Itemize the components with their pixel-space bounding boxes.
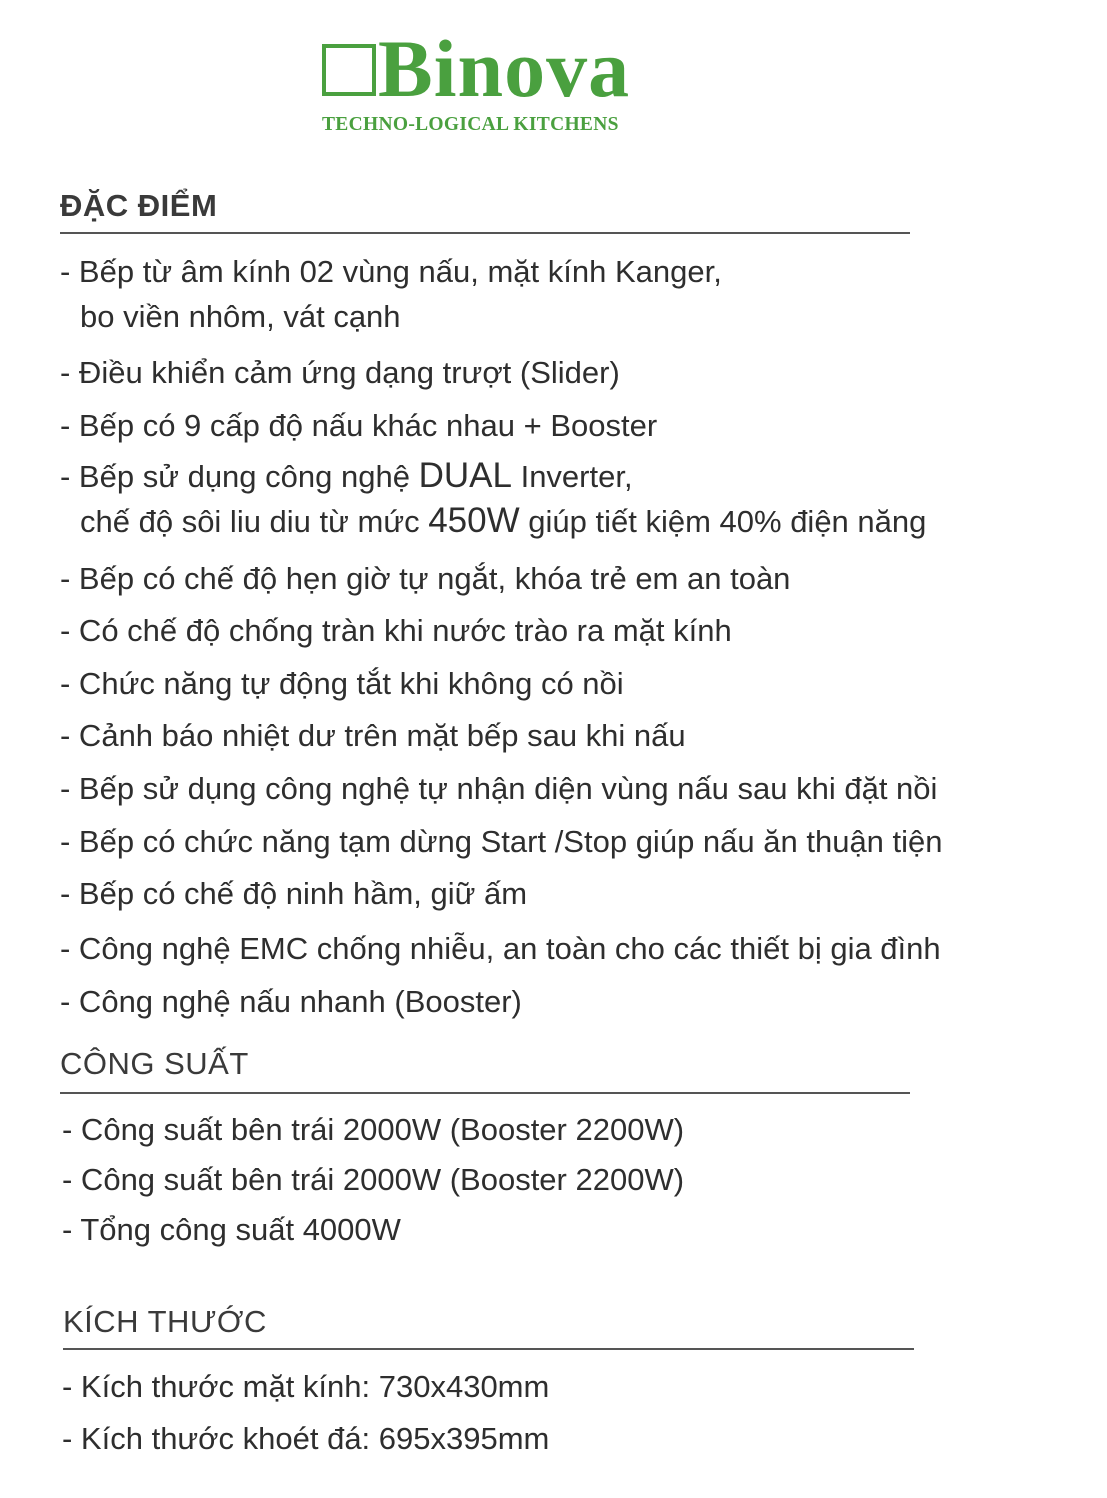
feature-line bbox=[60, 876, 527, 912]
feature-text: - Bếp sử dụng công nghệ bbox=[60, 459, 410, 494]
power-line: - Công suất bên trái 2000W (Booster 2200W) bbox=[62, 1112, 685, 1147]
feature-line: - Bếp từ âm kính 02 vùng nấu, mặt kính Kanger, bbox=[60, 254, 722, 289]
feature-line: - Bếp có chức năng tạm dừng Start /Stop giúp nấu ăn thuận tiện bbox=[60, 824, 943, 859]
power-title: CÔNG SUẤT bbox=[60, 1046, 249, 1081]
feature-line: - Bếp có 9 cấp độ nấu khác nhau + Booster bbox=[60, 408, 658, 443]
brand-name: Binova bbox=[378, 23, 631, 114]
size-divider bbox=[63, 1348, 914, 1350]
power-line: - Tổng công suất 4000W bbox=[62, 1212, 401, 1247]
feature-line: - Điều khiển cảm ứng dạng trượt (Slider) bbox=[60, 355, 620, 390]
feature-emphasis: 450W bbox=[428, 501, 520, 540]
size-line: - Kích thước mặt kính: 730x430mm bbox=[62, 1369, 550, 1404]
feature-line: - Cảnh báo nhiệt dư trên mặt bếp sau khi nấu bbox=[60, 718, 686, 753]
feature-text: Inverter, bbox=[520, 459, 633, 494]
size-title: KÍCH THƯỚC bbox=[63, 1304, 267, 1339]
size-line: - Kích thước khoét đá: 695x395mm bbox=[62, 1421, 550, 1456]
feature-line: - Công nghệ nấu nhanh (Booster) bbox=[60, 984, 522, 1019]
brand-logo bbox=[322, 23, 672, 138]
feature-line: - Bếp có chế độ hẹn giờ tự ngắt, khóa trẻ em an toàn bbox=[60, 561, 791, 596]
brand-tagline: TECHNO-LOGICAL KITCHENS bbox=[322, 114, 619, 135]
feature-text: , giữ ấm bbox=[413, 876, 528, 911]
feature-line: - Có chế độ chống tràn khi nước trào ra mặt kính bbox=[60, 613, 732, 648]
feature-emphasis: DUAL bbox=[418, 456, 512, 495]
feature-line bbox=[80, 503, 926, 540]
logo-square-icon bbox=[322, 44, 376, 96]
power-line: - Công suất bên trái 2000W (Booster 2200W) bbox=[62, 1162, 685, 1197]
feature-line: - Bếp sử dụng công nghệ tự nhận diện vùng nấu sau khi đặt nồi bbox=[60, 771, 938, 806]
feature-text: - Bếp có chế độ ninh hầm bbox=[60, 876, 414, 911]
feature-line: - Chức năng tự động tắt khi không có nồi bbox=[60, 666, 624, 701]
feature-text: chế độ sôi liu diu từ mức bbox=[80, 504, 420, 539]
power-divider bbox=[60, 1092, 910, 1094]
feature-line: bo viền nhôm, vát cạnh bbox=[80, 299, 401, 334]
features-divider bbox=[60, 232, 910, 234]
features-title: ĐẶC ĐIỂM bbox=[60, 188, 218, 223]
feature-line bbox=[60, 458, 633, 495]
feature-text: giúp tiết kiệm 40% điện năng bbox=[528, 504, 927, 539]
feature-line: - Công nghệ EMC chống nhiễu, an toàn cho các thiết bị gia đình bbox=[60, 931, 941, 966]
